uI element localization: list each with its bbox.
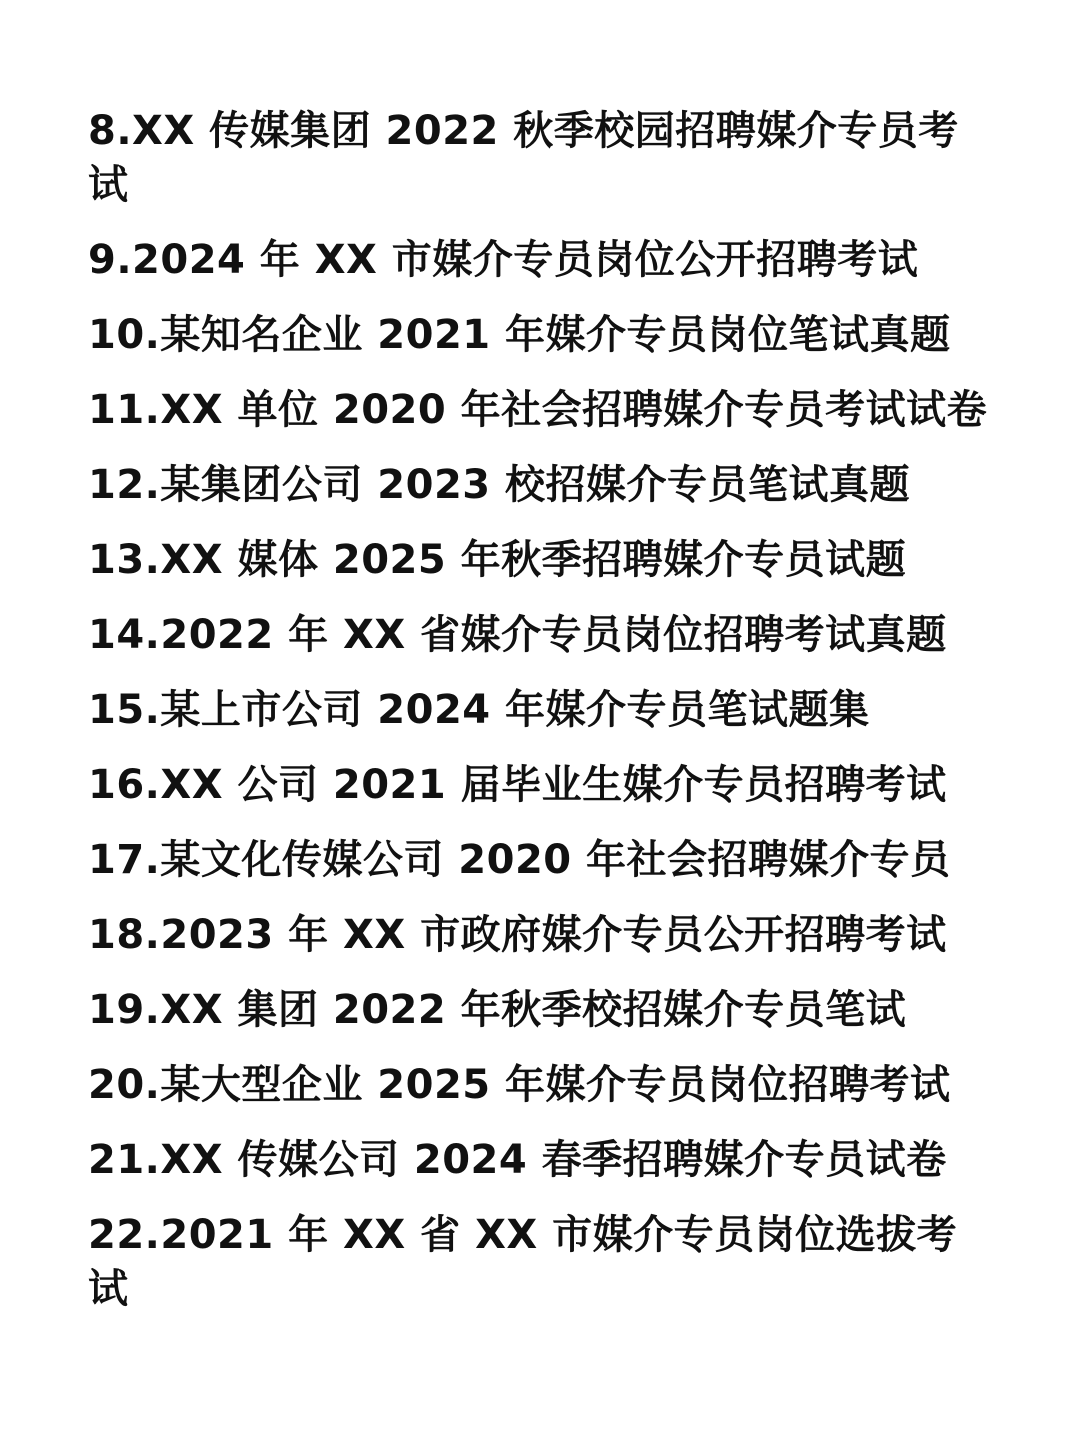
list-item: 11.XX 单位 2020 年社会招聘媒介专员考试试卷 — [88, 387, 988, 433]
list-item: 18.2023 年 XX 市政府媒介专员公开招聘考试 — [88, 912, 947, 958]
list-item: 19.XX 集团 2022 年秋季校招媒介专员笔试 — [88, 987, 907, 1033]
list-item: 21.XX 传媒公司 2024 春季招聘媒介专员试卷 — [88, 1137, 947, 1183]
list-item: 10.某知名企业 2021 年媒介专员岗位笔试真题 — [88, 312, 951, 358]
list-item: 14.2022 年 XX 省媒介专员岗位招聘考试真题 — [88, 612, 947, 658]
list-item: 12.某集团公司 2023 校招媒介专员笔试真题 — [88, 462, 911, 508]
list-item: 13.XX 媒体 2025 年秋季招聘媒介专员试题 — [88, 537, 907, 583]
list-item: 15.某上市公司 2024 年媒介专员笔试题集 — [88, 687, 870, 733]
list-item: 17.某文化传媒公司 2020 年社会招聘媒介专员 — [88, 837, 951, 883]
list-item: 9.2024 年 XX 市媒介专员岗位公开招聘考试 — [88, 237, 919, 283]
list-item: 22.2021 年 XX 省 XX 市媒介专员岗位选拔考试 — [88, 1212, 958, 1312]
list-item: 16.XX 公司 2021 届毕业生媒介专员招聘考试 — [88, 762, 947, 808]
exam-list — [88, 104, 988, 1337]
list-item: 20.某大型企业 2025 年媒介专员岗位招聘考试 — [88, 1062, 951, 1108]
list-item: 8.XX 传媒集团 2022 秋季校园招聘媒介专员考试 — [88, 108, 959, 208]
